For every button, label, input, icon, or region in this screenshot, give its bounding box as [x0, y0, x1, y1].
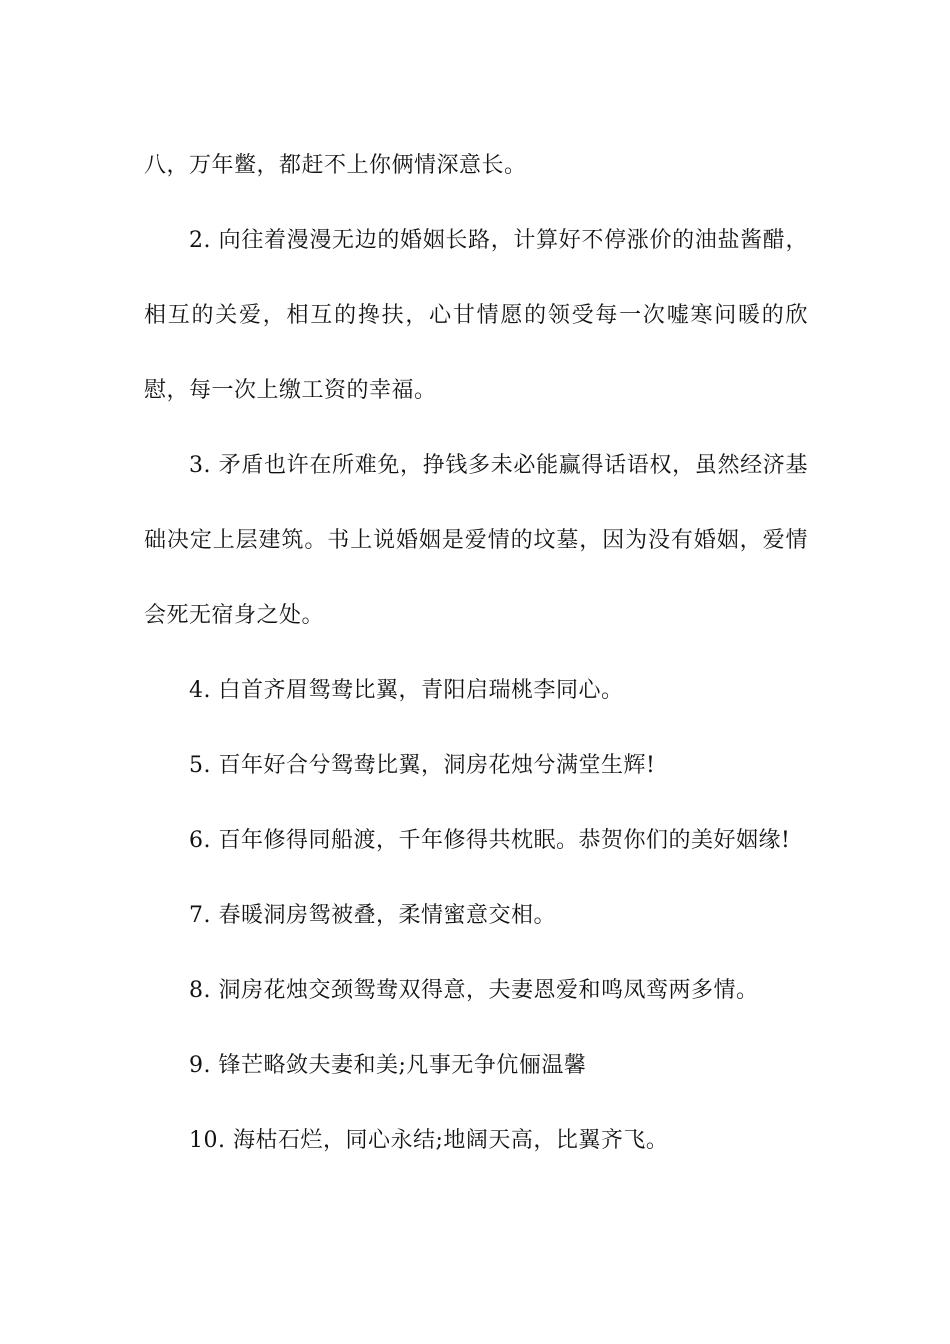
paragraph-item-8: 8. 洞房花烛交颈鸳鸯双得意，夫妻恩爱和鸣凤鸾两多情。 — [189, 978, 759, 1003]
paragraph-item-5: 5. 百年好合兮鸳鸯比翼，洞房花烛兮满堂生辉! — [189, 753, 656, 778]
paragraph-continuation: 八，万年鳖，都赶不上你俩情深意长。 — [144, 153, 527, 178]
paragraph-item-9: 9. 锋芒略敛夫妻和美;凡事无争伉俪温馨 — [189, 1053, 587, 1078]
paragraph-item-6: 6. 百年修得同船渡，千年修得共枕眠。恭贺你们的美好姻缘! — [189, 828, 791, 853]
paragraph-item-10: 10. 海枯石烂，同心永结;地阔天高，比翼齐飞。 — [189, 1128, 669, 1153]
paragraph-item-4: 4. 白首齐眉鸳鸯比翼，青阳启瑞桃李同心。 — [189, 678, 624, 703]
paragraph-item-7: 7. 春暖洞房鸳被叠，柔情蜜意交相。 — [189, 903, 556, 928]
document-body — [144, 128, 808, 1178]
paragraph-item-2: 2. 向往着漫漫无边的婚姻长路，计算好不停涨价的油盐酱醋，相互的关爱，相互的搀扶，心甘情愿的领受每一次嘘寒问暖的欣慰，每一次上缴工资的幸福。 — [144, 228, 808, 403]
paragraph-item-3: 3. 矛盾也许在所难免，挣钱多未必能赢得话语权，虽然经济基础决定上层建筑。书上说婚姻是爱情的坟墓，因为没有婚姻，爱情会死无宿身之处。 — [144, 453, 808, 628]
